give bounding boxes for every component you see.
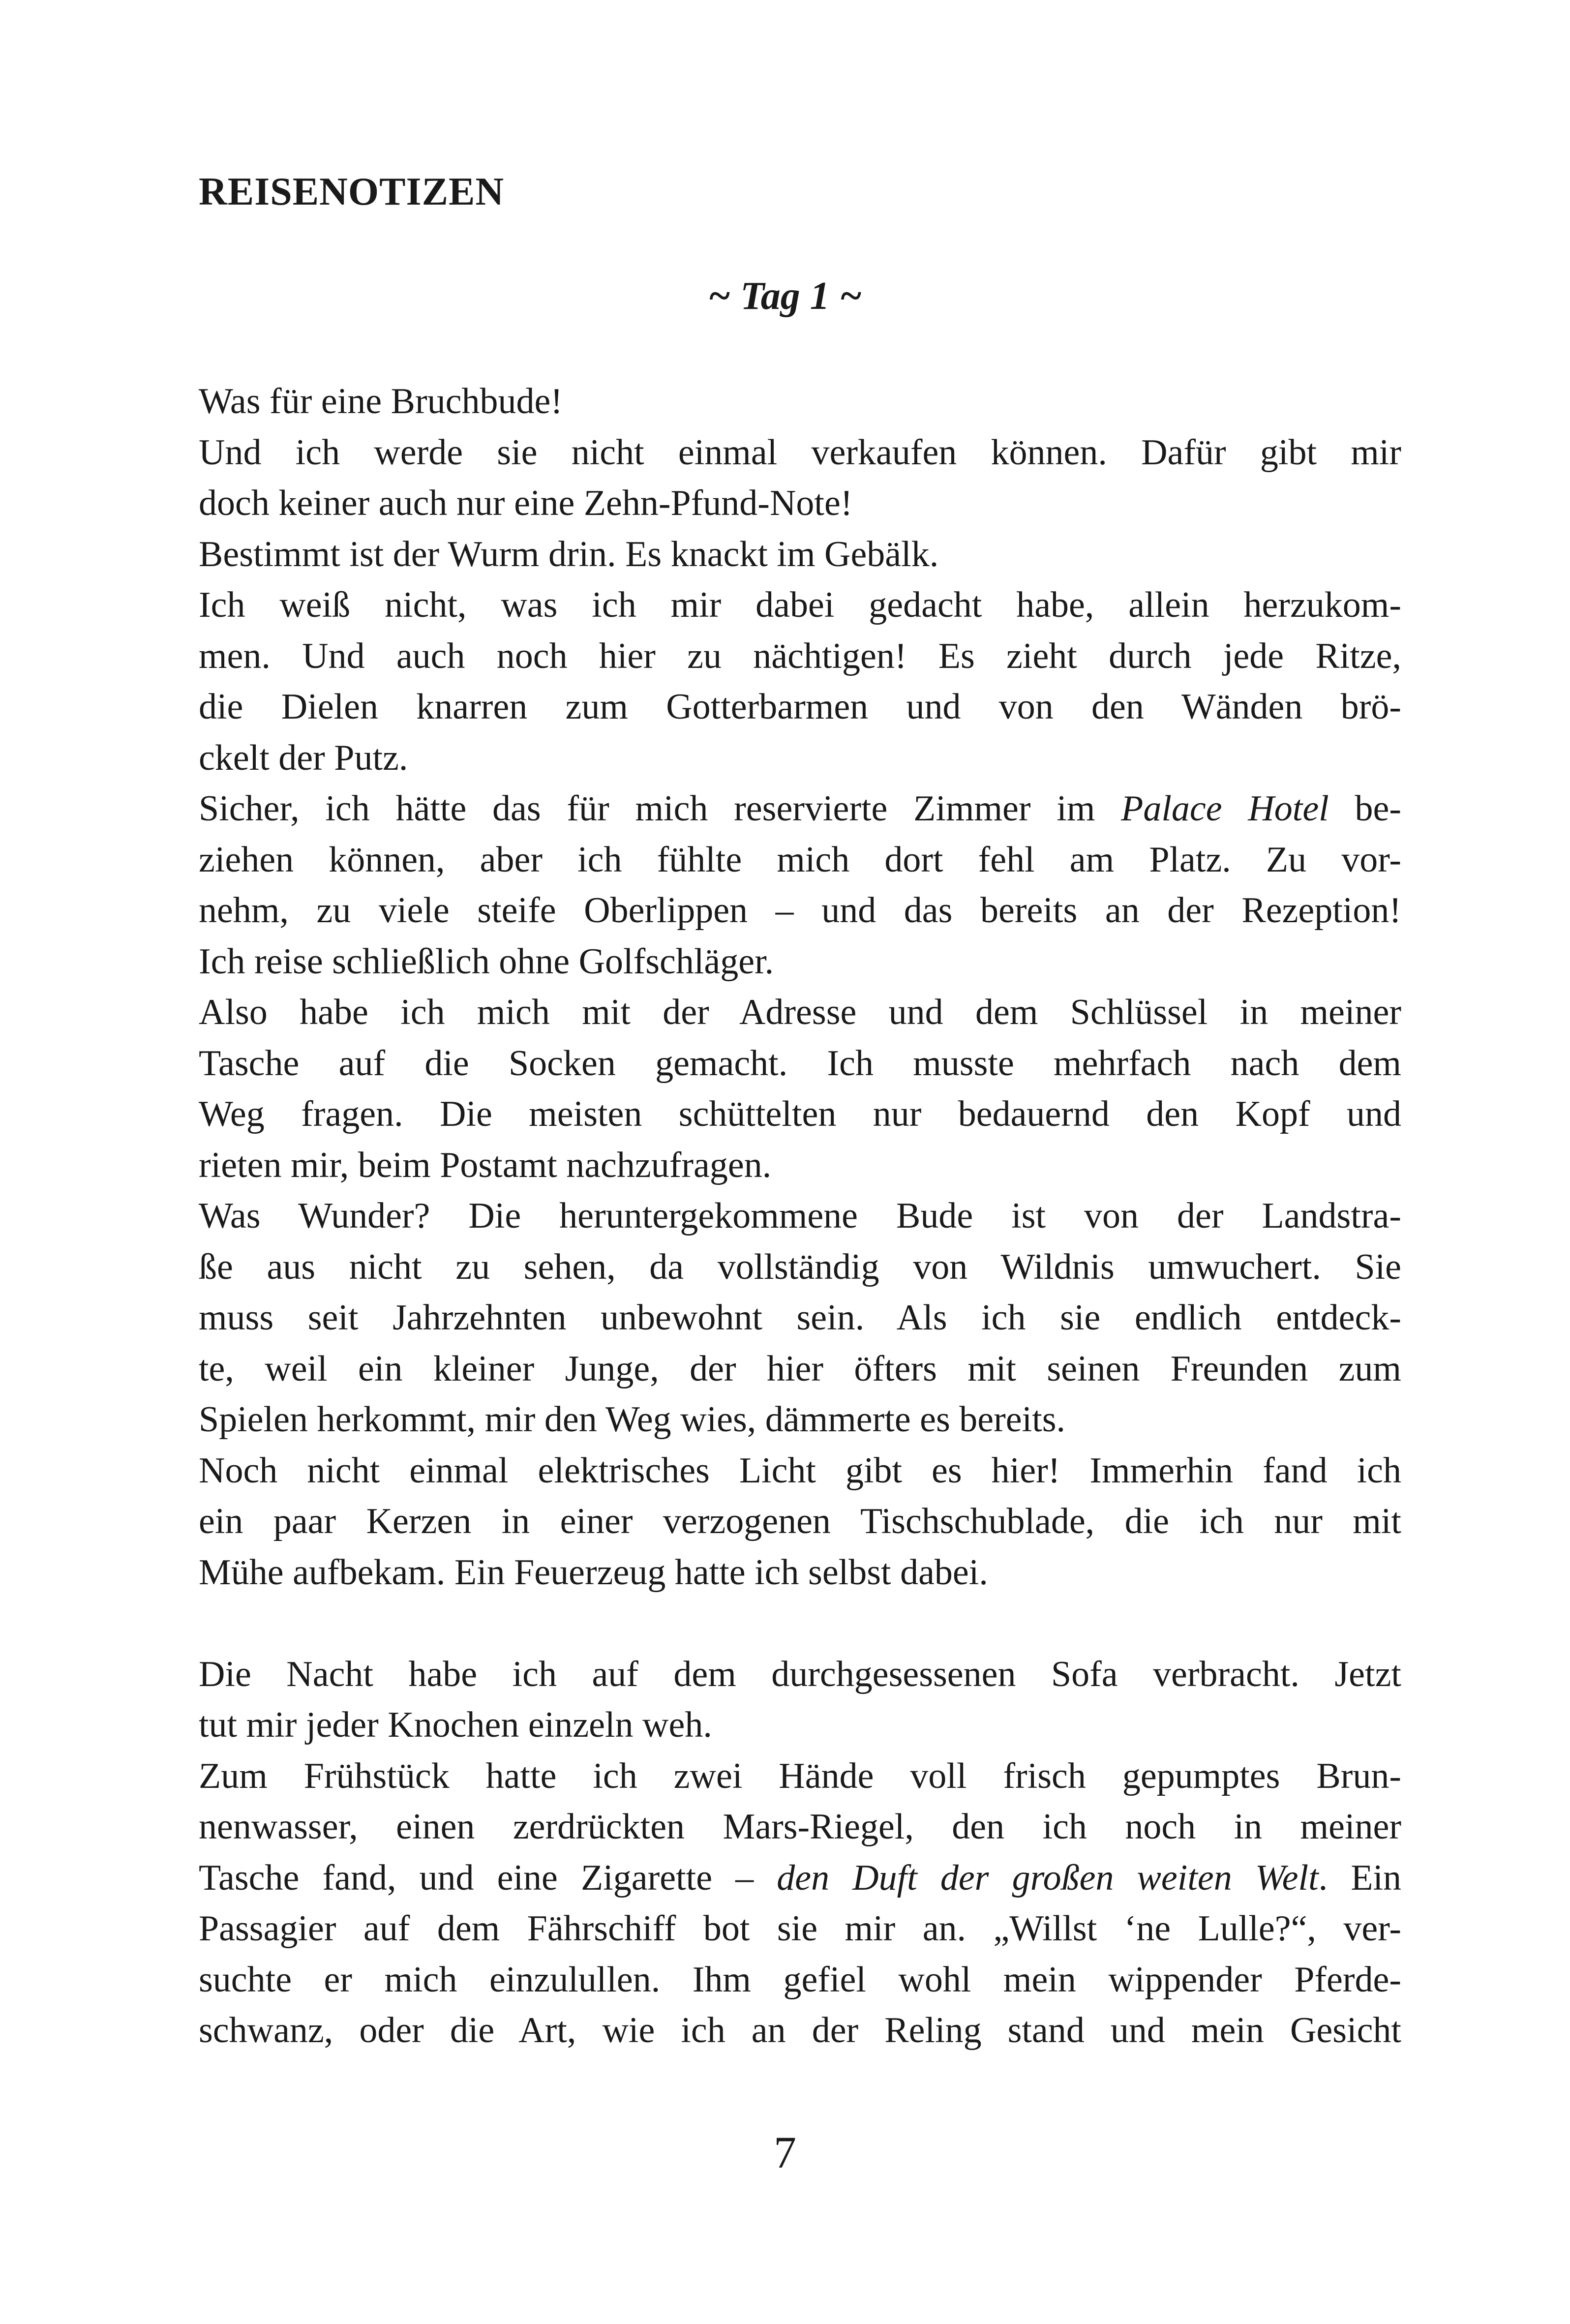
text-line: te, weil ein kleiner Junge, der hier öfters mit seinen Freunden zum — [199, 1348, 1401, 1389]
text-segment: be- — [1328, 788, 1401, 829]
body-text — [199, 376, 1401, 2056]
chapter-heading: REISENOTIZEN — [199, 170, 505, 213]
text-line: Ich weiß nicht, was ich mir dabei gedacht habe, allein herzukom- — [199, 585, 1401, 625]
text-line: ziehen können, aber ich fühlte mich dort fehl am Platz. Zu vor- — [199, 839, 1401, 880]
text-line: Was Wunder? Die heruntergekommene Bude ist von der Landstra- — [199, 1196, 1401, 1236]
text-line: doch keiner auch nur eine Zehn-Pfund-Note! — [199, 483, 853, 523]
text-line: Mühe aufbekam. Ein Feuerzeug hatte ich selbst dabei. — [199, 1552, 988, 1593]
slogan-italic: den Duft der großen weiten Welt — [777, 1857, 1319, 1898]
text-line: Zum Frühstück hatte ich zwei Hände voll frisch gepumptes Brun- — [199, 1755, 1401, 1796]
text-segment: Tasche fand, und eine Zigarette – — [199, 1857, 777, 1898]
text-line: men. Und auch noch hier zu nächtigen! Es zieht durch jede Ritze, — [199, 635, 1401, 676]
text-line: Tasche auf die Socken gemacht. Ich musste mehrfach nach dem — [199, 1043, 1401, 1084]
text-line: Ich reise schließlich ohne Golfschläger. — [199, 941, 774, 982]
text-line-palace-hotel — [199, 784, 1401, 835]
text-line: Spielen herkommt, mir den Weg wies, dämmerte es bereits. — [199, 1399, 1066, 1440]
text-line: Passagier auf dem Fährschiff bot sie mir an. „Willst ‘ne Lulle?“, ver- — [199, 1908, 1401, 1949]
paragraph-gap — [199, 1598, 1401, 1649]
text-line-slogan — [199, 1853, 1401, 1904]
text-line: Was für eine Bruchbude! — [199, 381, 563, 422]
page-number: 7 — [774, 2127, 796, 2177]
text-line: nenwasser, einen zerdrückten Mars-Riegel, den ich noch in meiner — [199, 1807, 1401, 1847]
text-line: schwanz, oder die Art, wie ich an der Reling stand und mein Gesicht — [199, 2010, 1401, 2051]
text-line: suchte er mich einzulullen. Ihm gefiel wohl mein wippender Pferde- — [199, 1959, 1401, 2000]
text-segment: Sicher, ich hätte das für mich reservierte Zimmer im — [199, 788, 1121, 829]
text-line: ckelt der Putz. — [199, 737, 408, 778]
text-line: die Dielen knarren zum Gotterbarmen und von den Wänden brö- — [199, 687, 1401, 727]
hotel-name-italic: Palace Hotel — [1121, 788, 1329, 829]
text-line: Bestimmt ist der Wurm drin. Es knackt im Gebälk. — [199, 534, 939, 574]
text-line: Noch nicht einmal elektrisches Licht gibt es hier! Immerhin fand ich — [199, 1450, 1401, 1491]
text-line: ße aus nicht zu sehen, da vollständig von Wildnis umwuchert. Sie — [199, 1246, 1401, 1287]
text-line: Die Nacht habe ich auf dem durchgesessenen Sofa verbracht. Jetzt — [199, 1654, 1401, 1694]
text-segment: . Ein — [1318, 1857, 1401, 1898]
text-line: nehm, zu viele steife Oberlippen – und das bereits an der Rezeption! — [199, 890, 1401, 931]
text-line: muss seit Jahrzehnten unbewohnt sein. Als ich sie endlich entdeck- — [199, 1298, 1401, 1338]
text-line: Und ich werde sie nicht einmal verkaufen können. Dafür gibt mir — [199, 432, 1401, 473]
text-line: rieten mir, beim Postamt nachzufragen. — [199, 1145, 772, 1185]
text-line: Weg fragen. Die meisten schüttelten nur bedauernd den Kopf und — [199, 1094, 1401, 1134]
text-line: Also habe ich mich mit der Adresse und dem Schlüssel in meiner — [199, 992, 1401, 1032]
text-line: tut mir jeder Knochen einzeln weh. — [199, 1705, 712, 1745]
day-title: ~ Tag 1 ~ — [708, 274, 862, 318]
text-line: ein paar Kerzen in einer verzogenen Tischschublade, die ich nur mit — [199, 1501, 1401, 1541]
